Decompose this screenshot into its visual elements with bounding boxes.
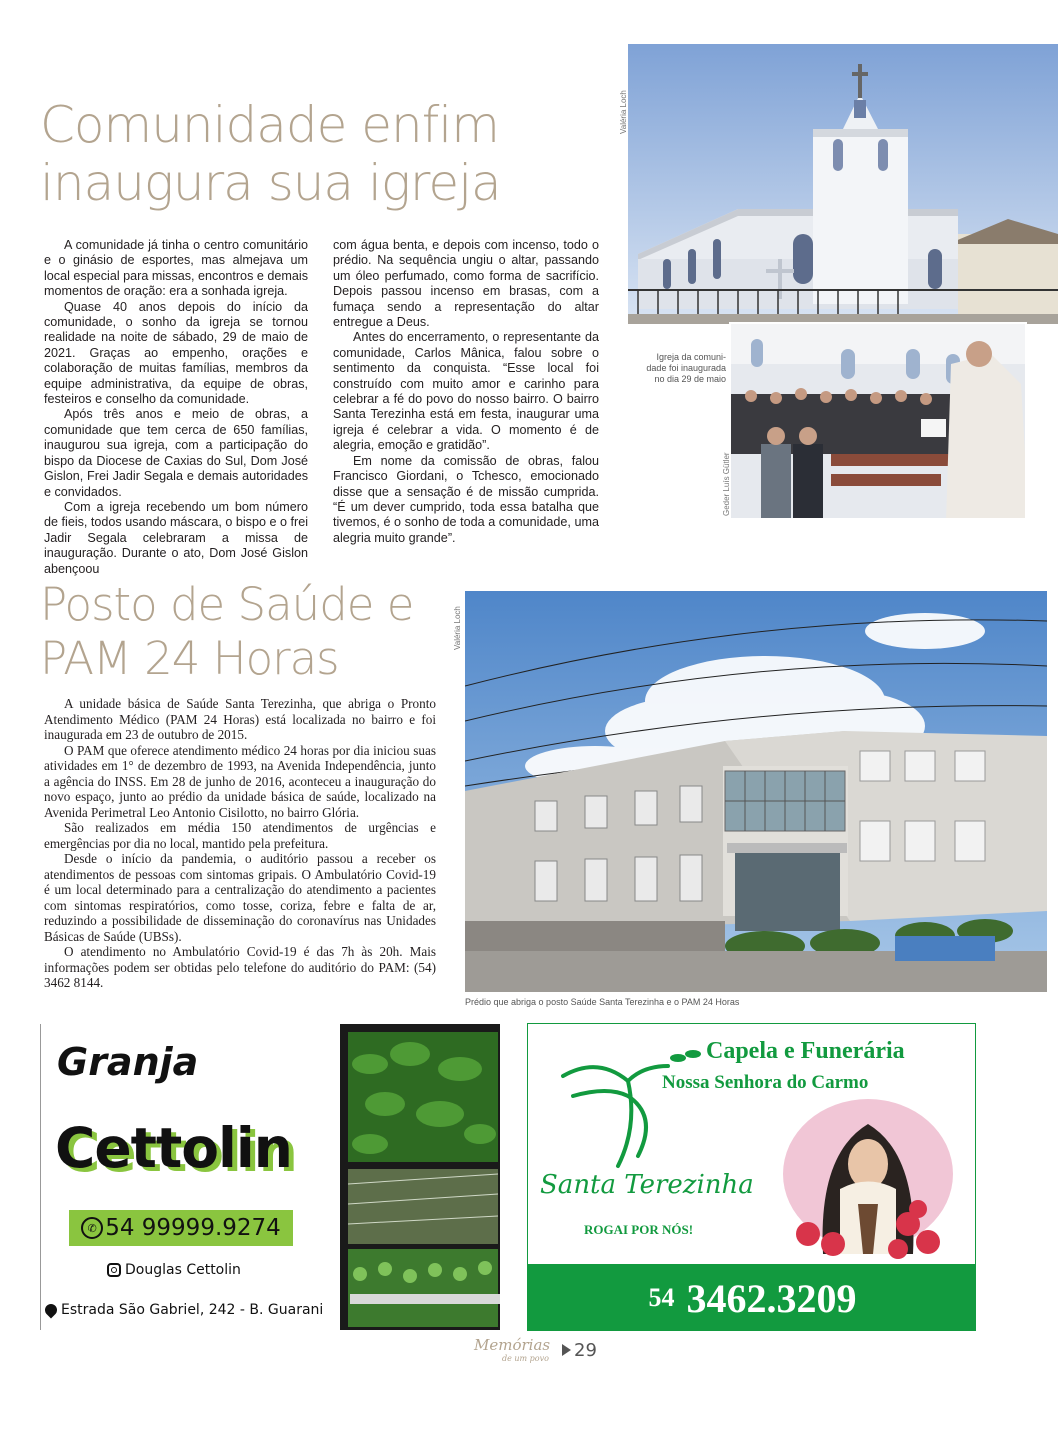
page-number: 29	[574, 1340, 597, 1361]
prayer-text: ROGAI POR NÓS!	[584, 1222, 694, 1237]
santa-terezinha-label: Santa Terezinha	[540, 1170, 754, 1200]
funeraria-ad	[527, 1023, 976, 1331]
church-interior-photo	[729, 322, 1027, 520]
article1-title	[40, 96, 610, 212]
article1-paragraph: com água benta, e depois com incenso, todo o prédio. Na sequência ungiu o altar, passando um óleo perfumado, como forma de sacrifício. Depois passou incenso em brasas, com a fumaça sendo a representação do altar entregue a Deus.	[333, 238, 599, 330]
article2-paragraph: São realizados em média 150 atendimentos de urgências e emergências por dia no local, mantido pela prefeitura.	[44, 820, 436, 851]
greenhouse-photo	[340, 1024, 500, 1330]
article1-paragraph: Após três anos e meio de obras, a comunidade que tem cerca de 650 famílias, inaugurou sua igreja, com a participação do bispo da Diocese de Caxias do Sul, Dom José Gislon, Frei Jadir Segala e demais autoridades e convidados.	[44, 407, 308, 499]
funeraria-phone-bar	[528, 1264, 976, 1331]
saint-image	[778, 1094, 958, 1264]
photo-credit: Valéria Loch	[453, 606, 462, 650]
granja-ad-text	[40, 1024, 340, 1330]
funeraria-phone: 3462.3209	[686, 1275, 857, 1321]
granja-label: Granja	[57, 1040, 199, 1084]
magazine-logo: Memórias	[474, 1336, 551, 1354]
article1-paragraph: Com a igreja recebendo um bom número de fieis, todos usando máscara, o bispo e o frei Jadir Segala celebraram a missa de inauguração. Durante o ato, Dom José Gislon abençoou	[44, 499, 308, 576]
health-post-photo	[465, 591, 1047, 992]
page-footer	[474, 1334, 604, 1374]
photo-credit: Geder Luís Gütler	[722, 452, 731, 516]
article2-title-line2: PAM 24 Horas	[40, 632, 339, 685]
article2-title-line1: Posto de Saúde e	[40, 578, 414, 631]
granja-address	[45, 1302, 323, 1318]
article2-paragraph: O PAM que oferece atendimento médico 24 horas por dia iniciou suas atividades em 1° de dezembro de 1993, na Avenida Independência, junto a agência do INSS. Em 28 de junho de 2016, aconteceu a inauguração do novo espaço, junto ao prédio da unidade básica de saúde, localizado na Avenida Perimetral Leo Antonio Cisilotto, no bairro Glória.	[44, 742, 436, 820]
photo-credit: Valéria Loch	[619, 90, 628, 134]
instagram-handle: Douglas Cettolin	[125, 1262, 241, 1278]
article2-column	[44, 696, 436, 991]
granja-cettolin-ad	[40, 1024, 500, 1330]
article1-column1	[44, 238, 308, 577]
photo-caption: Prédio que abriga o posto Saúde Santa Terezinha e o PAM 24 Horas	[465, 997, 740, 1007]
instagram-icon	[107, 1263, 121, 1277]
church-photo	[628, 44, 1058, 324]
article1-column2	[333, 238, 599, 546]
whatsapp-icon: ✆	[81, 1217, 103, 1239]
magazine-logo-subtitle: de um povo	[502, 1354, 549, 1363]
article2-paragraph: A unidade básica de Saúde Santa Terezinha, que abriga o Pronto Atendimento Médico (PAM 24 Horas) está localizada no bairro e foi inaugurada em 23 de outubro de 2015.	[44, 696, 436, 742]
article2-paragraph: O atendimento no Ambulatório Covid-19 é das 7h às 20h. Mais informações podem ser obtidas pelo telefone do auditório do PAM: (54) 3462 8144.	[44, 944, 436, 990]
article1-paragraph: Em nome da comissão de obras, falou Francisco Giordani, o Tchesco, emocionado disse que a sensação é de missão cumprida. “É um dever cumprido, toda essa batalha que tivemos, é o sonho de toda a comunidade, uma alegria muito grande”.	[333, 453, 599, 545]
granja-phone-box	[69, 1210, 293, 1246]
cettolin-label: Cettolin	[55, 1116, 292, 1180]
article1-paragraph: Antes do encerramento, o representante da comunidade, Carlos Mânica, falou sobre o sentimento da conquista. “Esse local foi construído com muito amor e carinho para celebrar a fé do povo do nosso bairro. O bairro Santa Terezinha está em festa, inaugurar uma igreja é celebrar a vida. O momento é de alegria, emoção e gratidão”.	[333, 330, 599, 453]
granja-phone: 54 99999.9274	[105, 1215, 281, 1241]
article1-title-line1: Comunidade enfim	[40, 96, 499, 154]
article2-title	[40, 578, 460, 686]
funeraria-name-line2: Nossa Senhora do Carmo	[662, 1072, 869, 1093]
arrow-icon	[562, 1344, 571, 1356]
article1-paragraph: Quase 40 anos depois do início da comunidade, o sonho da igreja se tornou realidade na noite de sábado, 29 de maio de 2021. Graças ao empenho, orações e colaboração de muitas famílias, membros da equipe administrativa, da equipe de obras, festeiros e conselho da comunidade.	[44, 299, 308, 407]
address-text: Estrada São Gabriel, 242 - B. Guarani	[61, 1302, 324, 1318]
article1-paragraph: A comunidade já tinha o centro comunitário e o ginásio de esportes, mas almejava um local especial para missas, encontros e demais momentos de oração: era a sonhada igreja.	[44, 238, 308, 299]
funeraria-ddd: 54	[648, 1283, 675, 1312]
dove-icon	[548, 1036, 708, 1176]
granja-instagram	[107, 1262, 241, 1278]
location-pin-icon	[43, 1302, 60, 1319]
funeraria-name-line1: Capela e Funerária	[706, 1038, 905, 1064]
photo-caption: Igreja da comuni-dade foi inaugurada no dia 29 de maio	[646, 352, 726, 384]
article2-paragraph: Desde o início da pandemia, o auditório passou a receber os atendimentos de pessoas com sintomas gripais. O Ambulatório Covid-19 é um local determinado para a centralização do atendimento a pacientes com sintomas respiratórios, como tosse, coriza, febre e falta de ar, reduzindo a possibilidade de disseminação do coronavírus nas Unidades Básicas de Saúde (UBSs).	[44, 851, 436, 944]
article1-title-line2: inaugura sua igreja	[40, 154, 501, 212]
